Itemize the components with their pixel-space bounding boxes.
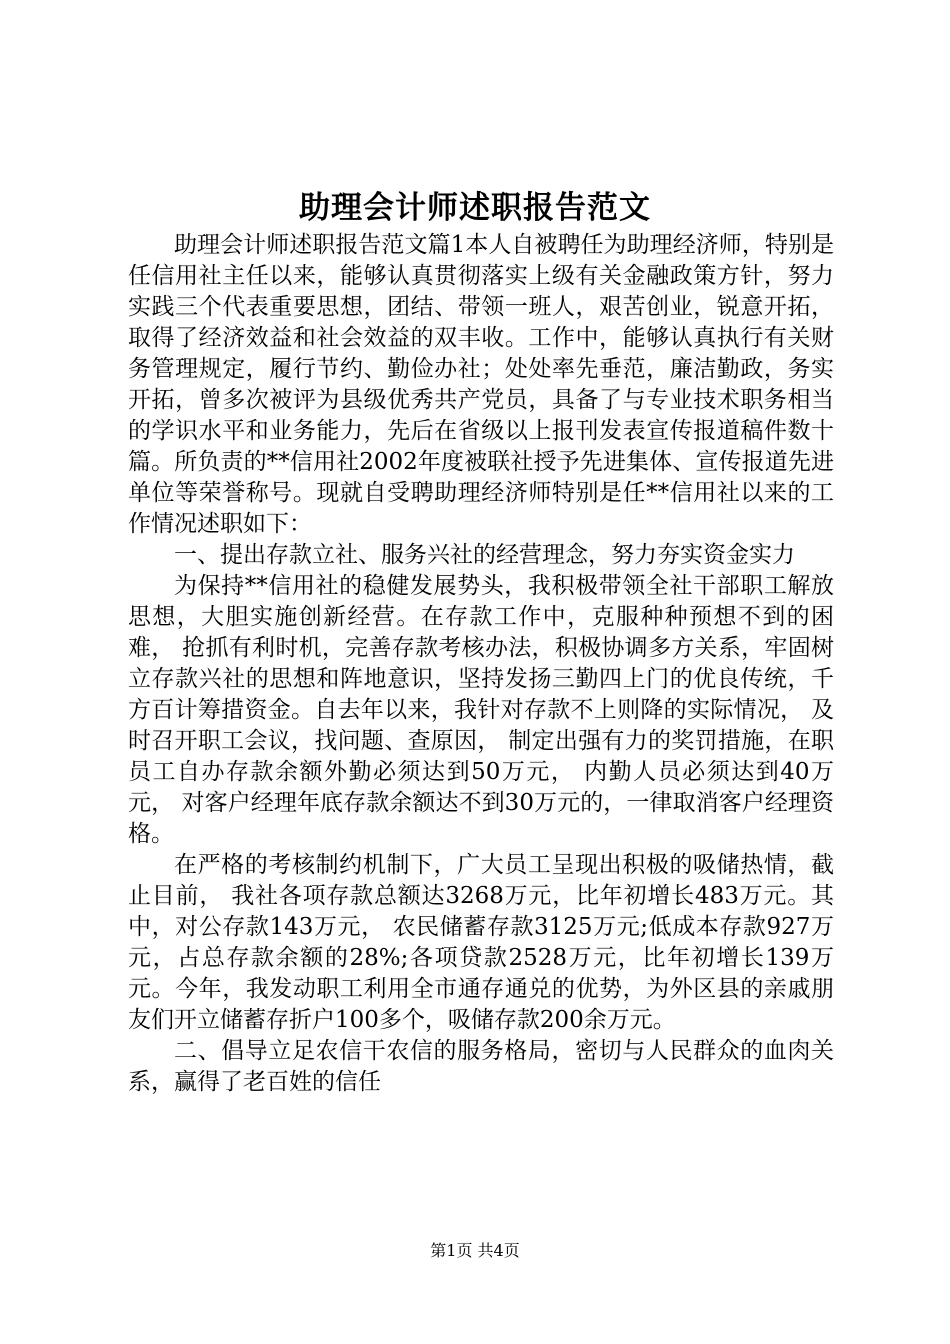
page-number-footer: 第1页 共4页 <box>430 1241 520 1260</box>
section-heading-1: 一、提出存款立社、服务兴社的经营理念，努力夯实资金实力 <box>174 542 795 568</box>
document-title: 助理会计师述职报告范文 <box>299 190 651 226</box>
document-body <box>128 230 834 1098</box>
section-heading-2: 二、倡导立足农信干农信的服务格局，密切与人民群众的血肉关系，赢得了老百姓的信任 <box>128 1038 834 1095</box>
paragraph-deposits: 为保持**信用社的稳健发展势头，我积极带领全社干部职工解放思想，大胆实施创新经营。在存款工作中，克服种种预想不到的困难， 抢抓有利时机，完善存款考核办法，积极协调多方关系，牢固树立存款兴社的思想和阵地意识，坚持发扬三勤四上门的优良传统，千方百计筹措资金。自去年以来，我针对存款不上则降的实际情况， 及时召开职工会议，找问题、查原因， 制定出强有力的奖罚措施，在职员工自办存款余额外勤必须达到50万元， 内勤人员必须达到40万元， 对客户经理年底存款余额达不到30万元的，一律取消客户经理资格。 <box>128 573 834 847</box>
paragraph-intro: 助理会计师述职报告范文篇1本人自被聘任为助理经济师，特别是任信用社主任以来，能够认真贯彻落实上级有关金融政策方针，努力实践三个代表重要思想，团结、带领一班人，艰苦创业，锐意开拓，取得了经济效益和社会效益的双丰收。工作中，能够认真执行有关财务管理规定，履行节约、勤俭办社；处处率先垂范，廉洁勤政，务实开拓，曾多次被评为县级优秀共产党员，具备了与专业技术职务相当的学识水平和业务能力，先后在省级以上报刊发表宣传报道稿件数十篇。所负责的**信用社2002年度被联社授予先进集体、宣传报道先进单位等荣誉称号。现就自受聘助理经济师特别是任**信用社以来的工作情况述职如下： <box>128 232 834 537</box>
paragraph-results: 在严格的考核制约机制下，广大员工呈现出积极的吸储热情，截止目前， 我社各项存款总额达3268万元，比年初增长483万元。其中，对公存款143万元， 农民储蓄存款3125万元;低成本存款927万元，占总存款余额的28%;各项贷款2528万元，比年初增长139万元。今年，我发动职工利用全市通存通兑的优势，为外区县的亲戚朋友们开立储蓄存折户100多个，吸储存款200余万元。 <box>128 852 834 1033</box>
